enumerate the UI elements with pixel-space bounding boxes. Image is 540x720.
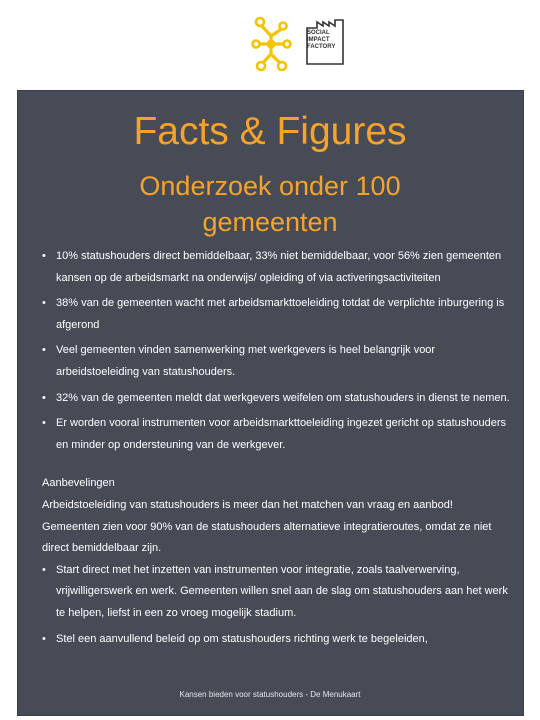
section-gap [42,460,512,473]
recommendation-paragraph: Arbeidstoeleiding van statushouders is meer dan het matchen van vraag en aanbod! [42,498,453,511]
page-subtitle: Onderzoek onder 100 gemeenten [139,171,401,237]
recommendation-item: • Start direct met het inzetten van instrumenten voor integratie, zoals taalverwerving, vrijwilligerswerk en werk. Gemeenten willen snel aan de slag om statushouders aan het werk te helpen, liefst in een zo vroeg mogelijk stadium. [42,560,512,625]
social-impact-factory-logo-icon [250,14,292,72]
logo-text-line: FACTORY [307,44,336,50]
logo-text-line: IMPACT [307,37,330,43]
content-body [42,246,512,654]
logo-text-line: SOCIAL [307,30,330,36]
recommendations-heading: Aanbevelingen [42,477,115,490]
fact-item: • 32% van de gemeenten meldt dat werkgevers weifelen om statushouders in dienst te nemen. [42,388,512,410]
page-footer: Kansen bieden voor statushouders - De Menukaart [179,690,361,699]
logo-text [307,30,347,51]
fact-item: • Er worden vooral instrumenten voor arbeidsmarkttoeleiding ingezet gericht op statushouders en minder op ondersteuning van de werkgever. [42,413,512,456]
page-title: Facts & Figures [133,110,407,153]
recommendation-item: • Stel een aanvullend beleid op om statushouders richting werk te begeleiden, [42,629,512,651]
fact-item: • 38% van de gemeenten wacht met arbeidsmarkttoeleiding totdat de verplichte inburgering is afgerond [42,293,512,336]
recommendation-paragraph: Gemeenten zien voor 90% van de statushouders alternatieve integratieroutes, omdat ze niet direct bemiddelbaar zijn. [42,520,492,555]
fact-item: • Veel gemeenten vinden samenwerking met werkgevers is heel belangrijk voor arbeidstoeleiding van statushouders. [42,340,512,383]
fact-item: • 10% statushouders direct bemiddelbaar, 33% niet bemiddelbaar, voor 56% zien gemeenten kansen op de arbeidsmarkt na onderwijs/ opleiding of via activeringsactiviteiten [42,246,512,289]
recommendations-list [42,560,512,650]
facts-list [42,246,512,456]
